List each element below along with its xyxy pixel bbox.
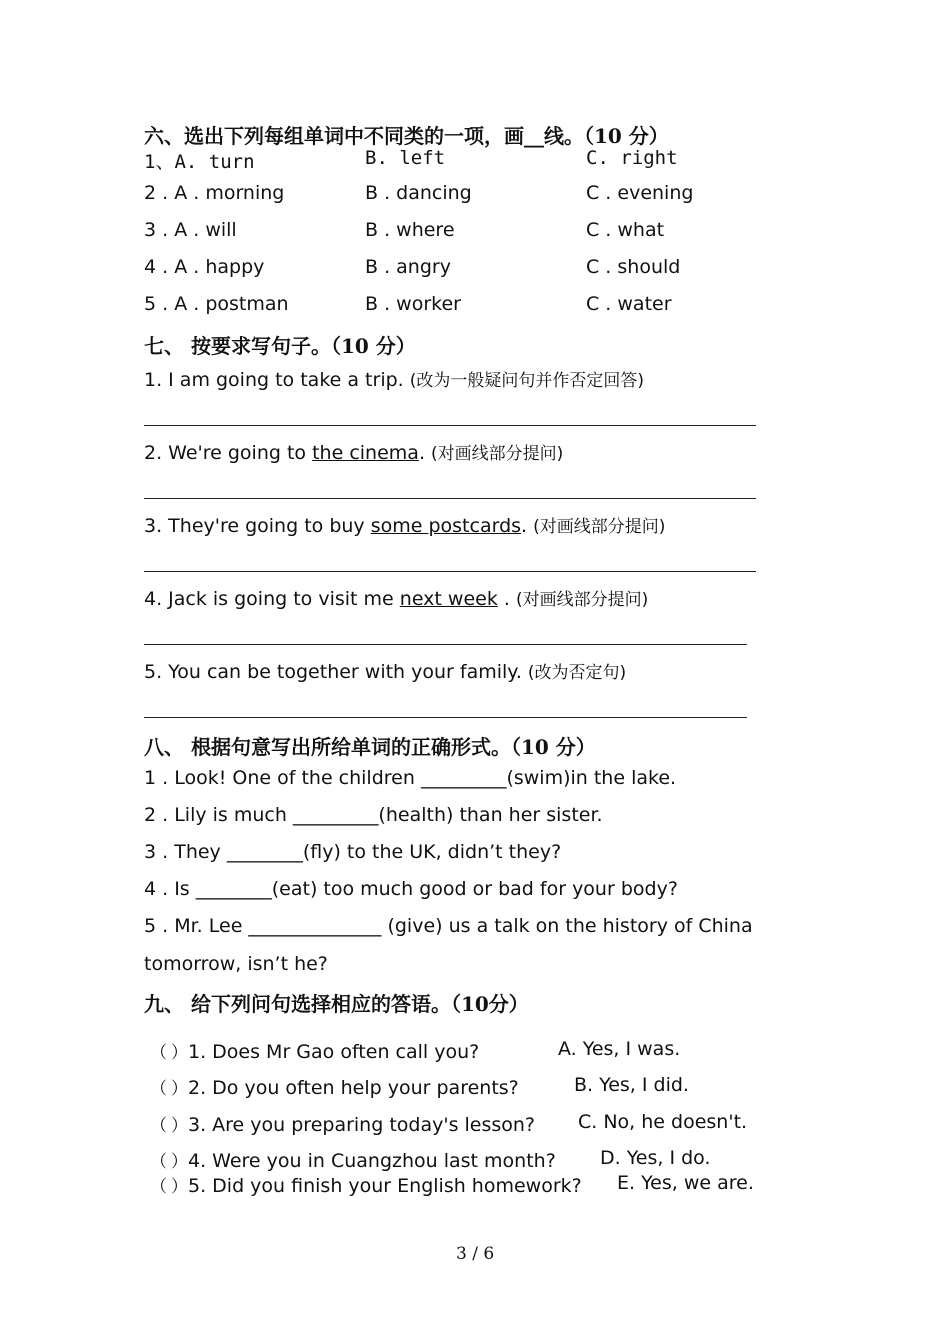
s9-option-c: C. No, he doesn't. xyxy=(578,1111,748,1133)
s7-answer-line-2[interactable] xyxy=(144,498,756,499)
s9-answer-paren-close[interactable]: ） xyxy=(171,1043,188,1063)
s9-question-4: 4. Were you in Cuangzhou last month? xyxy=(188,1150,556,1172)
s7-answer-line-4[interactable] xyxy=(144,644,747,645)
s9-question-3: 3. Are you preparing today's lesson? xyxy=(188,1114,536,1136)
s6-row-5-b: B . worker xyxy=(365,293,461,315)
s6-row-1-c: C. right xyxy=(586,147,678,169)
s9-question-1: 1. Does Mr Gao often call you? xyxy=(188,1041,480,1063)
s9-answer-paren-close[interactable]: ） xyxy=(171,1079,188,1099)
s7-q3-instruction: (对画线部分提问) xyxy=(533,517,666,537)
s6-row-3-c: C . what xyxy=(586,219,665,241)
s7-q3-underlined: some postcards xyxy=(370,515,522,537)
s6-row-5-a: 5 . A . postman xyxy=(144,293,289,315)
s9-answer-paren-close[interactable]: ） xyxy=(171,1116,188,1136)
s7-q2-underlined: the cinema xyxy=(312,442,419,464)
s9-row-4 xyxy=(150,1147,556,1172)
s9-option-b: B. Yes, I did. xyxy=(574,1074,689,1096)
section-9-title: 九、 给下列问句选择相应的答语。（10分） xyxy=(144,992,529,1016)
s7-question-3 xyxy=(144,512,665,537)
s7-q2-post: . xyxy=(418,442,432,464)
s7-q4-instruction: (对画线部分提问) xyxy=(515,590,649,610)
s6-row-4-b: B . angry xyxy=(365,256,451,278)
s6-row-1-b: B. left xyxy=(365,147,446,169)
s7-q2-pre: 2. We're going to xyxy=(144,442,313,464)
s7-q4-underlined: next week xyxy=(399,588,498,610)
s7-q3-pre: 3. They're going to buy xyxy=(144,515,371,537)
s6-row-2-b: B . dancing xyxy=(365,182,472,204)
s8-item-4: 4 . Is ________(eat) too much good or bad for your body? xyxy=(144,878,678,900)
s9-row-3 xyxy=(150,1111,535,1136)
s9-answer-paren-open[interactable]: （ xyxy=(150,1079,167,1099)
s7-answer-line-5[interactable] xyxy=(144,717,747,718)
s6-row-3-b: B . where xyxy=(365,219,455,241)
s9-option-a: A. Yes, I was. xyxy=(558,1038,681,1060)
s7-q5-text: 5. You can be together with your family. xyxy=(144,661,528,683)
s9-answer-paren-open[interactable]: （ xyxy=(150,1043,167,1063)
s9-option-e: E. Yes, we are. xyxy=(617,1172,754,1194)
s9-row-1 xyxy=(150,1038,479,1063)
s9-answer-paren-open[interactable]: （ xyxy=(150,1177,167,1197)
s7-q4-post: . xyxy=(497,588,516,610)
s6-row-5-c: C . water xyxy=(586,293,672,315)
s9-answer-paren-open[interactable]: （ xyxy=(150,1116,167,1136)
s9-answer-paren-close[interactable]: ） xyxy=(171,1177,188,1197)
s6-row-2-c: C . evening xyxy=(586,182,694,204)
s9-question-2: 2. Do you often help your parents? xyxy=(188,1077,519,1099)
section-7-title: 七、 按要求写句子。（10 分） xyxy=(144,334,416,358)
s8-item-5: 5 . Mr. Lee ______________ (give) us a talk on the history of China xyxy=(144,915,753,937)
section-8-title: 八、 根据句意写出所给单词的正确形式。（10 分） xyxy=(144,735,596,759)
s9-option-d: D. Yes, I do. xyxy=(600,1147,711,1169)
s7-question-2 xyxy=(144,439,563,464)
s9-answer-paren-open[interactable]: （ xyxy=(150,1152,167,1172)
s8-item-1: 1 . Look! One of the children _________(swim)in the lake. xyxy=(144,767,677,789)
s7-answer-line-1[interactable] xyxy=(144,425,756,426)
s7-question-4 xyxy=(144,585,648,610)
s7-question-1 xyxy=(144,366,644,391)
s6-row-4-c: C . should xyxy=(586,256,681,278)
s7-q3-post: . xyxy=(521,515,534,537)
s7-q4-pre: 4. Jack is going to visit me xyxy=(144,588,400,610)
s7-q5-instruction: (改为否定句) xyxy=(527,663,627,683)
page-number: 3 / 6 xyxy=(456,1244,495,1264)
s8-item-3: 3 . They ________(fly) to the UK, didn’t they? xyxy=(144,841,562,863)
section-6-title: 六、选出下列每组单词中不同类的一项，画__线。（10 分） xyxy=(144,124,669,148)
s7-answer-line-3[interactable] xyxy=(144,571,756,572)
s8-item-5-continued: tomorrow, isn’t he? xyxy=(144,953,328,975)
s9-answer-paren-close[interactable]: ） xyxy=(171,1152,188,1172)
s9-row-5 xyxy=(150,1172,582,1197)
s7-q1-text: 1. I am going to take a trip. xyxy=(144,369,410,391)
s7-q2-instruction: (对画线部分提问) xyxy=(431,444,564,464)
s6-row-1-a: 1、A. turn xyxy=(144,151,255,173)
s6-row-2-a: 2 . A . morning xyxy=(144,182,285,204)
s9-row-2 xyxy=(150,1074,519,1099)
s7-question-5 xyxy=(144,658,626,683)
s6-row-3-a: 3 . A . will xyxy=(144,219,237,241)
s8-item-2: 2 . Lily is much _________(health) than her sister. xyxy=(144,804,603,826)
s7-q1-instruction: (改为一般疑问句并作否定回答) xyxy=(409,371,644,391)
s6-row-4-a: 4 . A . happy xyxy=(144,256,265,278)
s9-question-5: 5. Did you finish your English homework? xyxy=(188,1175,582,1197)
